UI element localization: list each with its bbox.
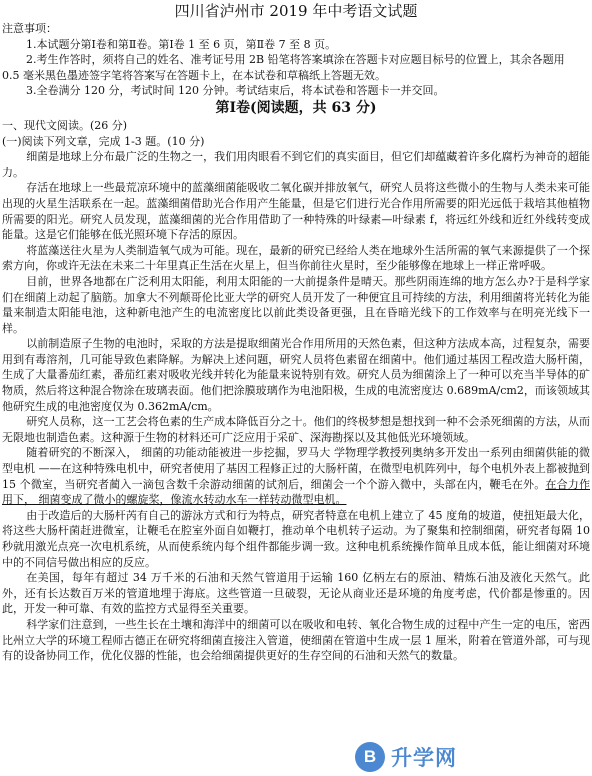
- section-title: 第Ⅰ卷(阅读题，共 63 分): [215, 99, 377, 116]
- paragraph-9: 在美国，每年有超过 34 万千米的石油和天然气管道用于运输 160 亿柄左右的原油、精炼石油及液化天然气。此外，还有长达数百万米的管道地埋于海底。这些管道一旦破裂，无论从商业还是环境的角度考虑，代价都是惨重的。因此，开发一种可靠、有效的监控方式显得至关重要。: [2, 571, 590, 616]
- paragraph-1: 细菌是地球上分布最广泛的生物之一，我们用肉眼看不到它们的真实面目，但它们却蕴藏着许多化腐朽为神奇的超能力。: [2, 150, 590, 179]
- site-watermark: [355, 740, 590, 774]
- paragraph-2: 存活在地球上一些最荒凉环境中的蓝藻细菌能吸收二氧化碳并排放氧气，研究人员将这些微小的生物与人类未来可能出现的火星生活联系在一起。蓝藻细菌借助光合作用产生能量，但是它们进行光合作用所需要的阳光远低于栽培其他植物所需要的阳光。研究人员发现，蓝藻细菌的光合作用借助了一种特殊的叶绿素—叶绿素 f，将远红外线和近红外线转变成能量。这是它们能够在低光照环境下存活的原因。: [2, 181, 590, 242]
- notice-heading: 注意事项：: [2, 22, 57, 35]
- paragraph-8: 由于改造后的大肠杆芮有自己的游泳方式和行为特点，研究者特意在电机上建立了 45 度角的坡道，使扭矩最大化，将这些大肠杆菌赶进微室，让鞭毛在腔室外面自如鞭打，推动单个电机转子运动。为了聚集和控制细菌，研究者每隔 10 秒就用激光点亮一次电机系统，从而使系统内每个组件都能步调一致。这种电机系统操作简单且成本低，能让细菌对环境中的不同信号做出相应的反应。: [2, 508, 590, 569]
- paragraph-5: 以前制造原子生物的电池时，采取的方法是提取细菌光合作用所用的天然色素，但这种方法成本高，过程复杂，需要用到有毒溶剂，几可能导致色素降解。为解决上述问题，研究人员将色素留在细菌中。他们通过基因工程改造大肠杆菌，生成了大量番茄红素，番茄红素对吸收光线并转化为能量来说特别有效。研究人员为细菌涂上了一种可以充当半导体的矿物质，然后将这种混合物涂在玻璃表面。他们把涂膜玻璃作为电池阳极，生成的电流密度达 0.689mA/cm2，而该领域其他研究生成的电池密度仅为 0.362mA/cm。: [2, 337, 590, 413]
- paragraph-10: 科学家们注意到，一些生长在土壤和海洋中的细菌可以在吸收和电转、氧化合物生成的过程中产生一定的电压，密西比州立大学的环境工程师古德正在研究将细菌直接注入管道，使细菌在管道中生成一层 1 厘米，附着在管道外部，可与现有的设备协同工作，优化仪器的性能，也会给细菌提供更好的生存空间的石油和天然气的数量。: [2, 617, 590, 663]
- paragraph-7-text: 随着研究的不断深入， 细菌的功能动能被进一步挖掘，罗马大 学物理学教授列奥纳多开发出一系列由细菌供能的微型电机 ——在这种特殊电机中，研究者使用了基因工程修正过的大肠杆菌，在微型电机阵列中，每个电机外表上都被抛到 15 个微室，当研究者蔺入一滴包含数千余游动细菌的试剂后，细菌会一个个游入微中，头部在内，鞭毛在外。: [2, 446, 590, 491]
- page-title: 四川省泸州市 2019 年中考语文试题: [174, 2, 418, 20]
- paragraph-4: 目前，世界各地都在广泛利用太阳能，利用太阳能的一大前提条件是晴天。那些阴雨连绵的地方怎么办?于是科学家们在细菌上动起了脑筋。加拿大不列颠哥伦比亚大学的研究人员开发了一种便宜且可持续的方法，利用细菌将光转化为能量来制造太阳能电池，这种新电池产生的电流密度比以前此类设备更强，且在昏暗光线下的工作效率与在明亮光线下一样。: [2, 274, 590, 335]
- underlined-sentence: 在合力作用下， 细菌变成了微小的螺旋桨，像流水转动水车一样转动微型电机。: [2, 477, 590, 507]
- paragraph-7: [2, 445, 590, 507]
- notice-item-1: 1.本试题分第Ⅰ卷和第Ⅱ卷。第Ⅰ卷 1 至 6 页，第Ⅱ卷 7 至 8 页。: [26, 37, 337, 51]
- notice-item-2: 2.考生作答时，须将自己的姓名、准考证号用 2B 铅笔将答案填涂在答题卡对应题目标号的位置上，其余各题用: [26, 53, 565, 67]
- watermark-logo-icon: B: [355, 742, 385, 772]
- paragraph-3: 将蓝藻送往火星为人类制造氧气成为可能。现在，最新的研究已经给人类在地球外生活所需的氧气来源提供了一个探索方向，你或许无法在未来二十年里真正生活在火星上，但当你前往火星时，至少能够像在地球上一样正常呼吸。: [2, 243, 590, 273]
- notice-item-3: 3.全卷满分 120 分，考试时间 120 分钟。考试结束后，将本试卷和答题卡一并交回。: [26, 84, 445, 98]
- paragraph-6: 研究人员称，这一工艺会将色素的生产成本降低百分之十。他们的终极梦想是想找到一种不会杀死细菌的方法，从而无限地也制造色素。这种源于生物的材料还可广泛应用于采矿、深海勘探以及其他低光环境领域。: [2, 415, 590, 444]
- notice-item-2-cont: 0.5 毫米黑色墨迹签字笔将答案写在答题卡上，在本试卷和草稿纸上答题无效。: [2, 68, 386, 82]
- sub-part-heading: (一)阅读下列文章，完成 1-3 题。(10 分): [2, 134, 205, 148]
- part-heading: 一、现代文阅读。(26 分): [2, 118, 128, 132]
- watermark-text: 升学网: [391, 747, 457, 770]
